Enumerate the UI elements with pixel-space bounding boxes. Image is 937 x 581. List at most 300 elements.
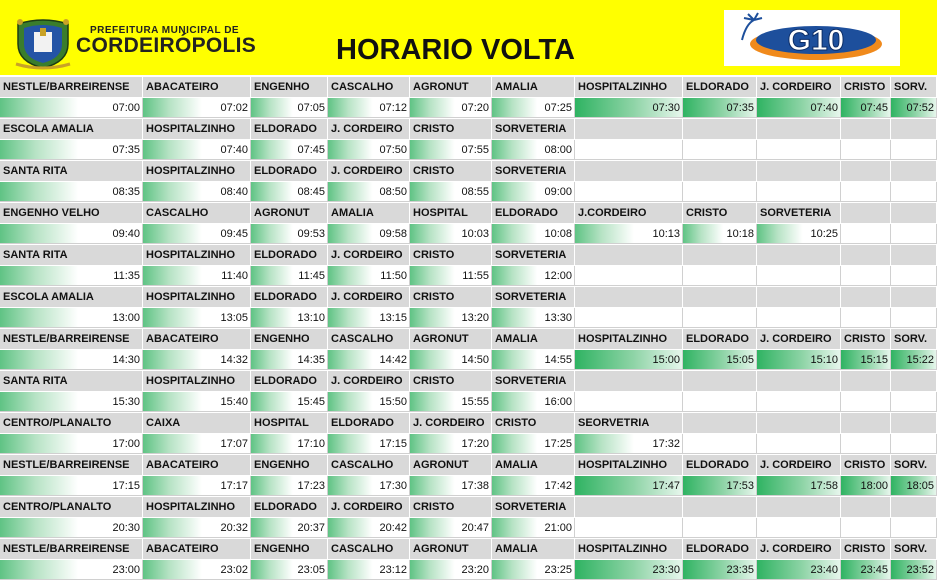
time-cell: [757, 476, 841, 496]
departure-time: 09:58: [379, 228, 407, 240]
stop-name-cell: [410, 497, 492, 517]
stop-name-cell: [757, 539, 841, 559]
stop-name-cell: [0, 497, 143, 517]
departure-time: 17:20: [461, 438, 489, 450]
departure-time: 17:07: [220, 438, 248, 450]
time-cell: [143, 266, 251, 286]
stop-name-cell: [328, 245, 410, 265]
stop-name-cell: [410, 413, 492, 433]
time-row: [0, 98, 937, 118]
stop-name-cell: [143, 77, 251, 97]
departure-time: 07:45: [297, 144, 325, 156]
time-cell: [0, 224, 143, 244]
stop-name: SORV.: [894, 459, 928, 471]
departure-time: 09:45: [220, 228, 248, 240]
empty-label-cell: [841, 119, 891, 139]
stop-name: ELDORADO: [254, 501, 317, 513]
stop-name: HOSPITALZINHO: [578, 333, 668, 345]
stop-name-cell: [410, 329, 492, 349]
time-cell: [410, 182, 492, 202]
empty-label-cell: [683, 161, 757, 181]
time-cell: [410, 560, 492, 580]
empty-time-cell: [575, 140, 683, 160]
time-cell: [328, 434, 410, 454]
empty-label-cell: [757, 119, 841, 139]
stop-name-cell: [0, 161, 143, 181]
time-cell: [492, 560, 575, 580]
stop-name: ABACATEIRO: [146, 81, 219, 93]
stop-name: HOSPITALZINHO: [146, 165, 236, 177]
stop-name: CRISTO: [495, 417, 537, 429]
stop-name-cell: [328, 287, 410, 307]
empty-time-cell: [891, 518, 937, 538]
stop-name: NESTLE/BARREIRENSE: [3, 333, 130, 345]
stop-name-cell: [328, 371, 410, 391]
departure-time: 08:45: [297, 186, 325, 198]
departure-time: 17:47: [652, 480, 680, 492]
city-name: CORDEIRÓPOLIS: [76, 34, 257, 57]
stop-name-cell: [841, 329, 891, 349]
time-cell: [0, 308, 143, 328]
time-row: [0, 266, 937, 286]
stop-name-cell: [328, 329, 410, 349]
stop-name-cell: [757, 77, 841, 97]
stop-name-cell: [410, 539, 492, 559]
stop-name-cell: [143, 413, 251, 433]
departure-time: 17:25: [544, 438, 572, 450]
stop-name: AGRONUT: [254, 207, 310, 219]
departure-time: 15:55: [461, 396, 489, 408]
time-cell: [891, 98, 937, 118]
stop-name-cell: [492, 497, 575, 517]
page-title: HORARIO VOLTA: [336, 34, 575, 66]
stop-name-cell: [0, 119, 143, 139]
stop-label-row: [0, 329, 937, 349]
empty-time-cell: [841, 518, 891, 538]
departure-time: 23:45: [860, 564, 888, 576]
time-cell: [251, 392, 328, 412]
empty-time-cell: [841, 266, 891, 286]
departure-time: 14:42: [379, 354, 407, 366]
stop-name-cell: [251, 497, 328, 517]
stop-name-cell: [143, 455, 251, 475]
time-cell: [683, 98, 757, 118]
stop-name: ENGENHO: [254, 543, 310, 555]
stop-name: HOSPITALZINHO: [578, 459, 668, 471]
departure-time: 10:18: [726, 228, 754, 240]
stop-name: SORVETERIA: [495, 501, 567, 513]
time-row: [0, 308, 937, 328]
stop-name-cell: [251, 539, 328, 559]
departure-time: 23:00: [112, 564, 140, 576]
stop-name: ABACATEIRO: [146, 333, 219, 345]
stop-label-row: [0, 287, 937, 307]
stop-name-cell: [492, 203, 575, 223]
empty-label-cell: [841, 203, 891, 223]
empty-time-cell: [891, 266, 937, 286]
departure-time: 14:35: [297, 354, 325, 366]
stop-name: NESTLE/BARREIRENSE: [3, 543, 130, 555]
stop-name: ABACATEIRO: [146, 459, 219, 471]
empty-label-cell: [891, 203, 937, 223]
stop-name: J. CORDEIRO: [331, 165, 403, 177]
empty-label-cell: [575, 371, 683, 391]
time-cell: [328, 98, 410, 118]
departure-time: 23:35: [726, 564, 754, 576]
time-cell: [328, 392, 410, 412]
time-cell: [251, 140, 328, 160]
empty-time-cell: [891, 140, 937, 160]
departure-time: 17:15: [112, 480, 140, 492]
time-cell: [251, 266, 328, 286]
stop-label-row: [0, 413, 937, 433]
stop-name-cell: [492, 77, 575, 97]
empty-time-cell: [757, 182, 841, 202]
stop-label-row: [0, 77, 937, 97]
time-row: [0, 518, 937, 538]
stop-name: HOSPITALZINHO: [146, 123, 236, 135]
time-cell: [492, 392, 575, 412]
time-row: [0, 476, 937, 496]
time-cell: [251, 476, 328, 496]
empty-time-cell: [757, 140, 841, 160]
departure-time: 11:45: [298, 270, 325, 282]
stop-name: SANTA RITA: [3, 375, 68, 387]
stop-name-cell: [492, 329, 575, 349]
g10-logo: [724, 10, 900, 66]
time-cell: [0, 434, 143, 454]
g10-logo-icon: [724, 10, 900, 66]
stop-label-row: [0, 161, 937, 181]
stop-name: ELDORADO: [686, 543, 749, 555]
time-cell: [251, 434, 328, 454]
stop-name-cell: [492, 119, 575, 139]
departure-time: 23:20: [461, 564, 489, 576]
departure-time: 07:45: [860, 102, 888, 114]
stop-name: CASCALHO: [331, 81, 394, 93]
time-cell: [143, 182, 251, 202]
stop-name: J. CORDEIRO: [331, 123, 403, 135]
stop-name: SANTA RITA: [3, 249, 68, 261]
empty-label-cell: [757, 287, 841, 307]
departure-time: 23:40: [810, 564, 838, 576]
stop-name: SORV.: [894, 543, 928, 555]
stop-name-cell: [328, 455, 410, 475]
time-cell: [410, 392, 492, 412]
departure-time: 07:30: [652, 102, 680, 114]
departure-time: 08:35: [112, 186, 140, 198]
departure-time: 13:05: [220, 312, 248, 324]
stop-name: HOSPITALZINHO: [146, 249, 236, 261]
stop-name: CRISTO: [413, 501, 455, 513]
stop-name: CENTRO/PLANALTO: [3, 417, 112, 429]
empty-time-cell: [575, 182, 683, 202]
stop-name-cell: [683, 77, 757, 97]
time-cell: [143, 476, 251, 496]
stop-name-cell: [251, 203, 328, 223]
stop-name-cell: [251, 413, 328, 433]
stop-name-cell: [0, 203, 143, 223]
departure-time: 07:25: [544, 102, 572, 114]
time-cell: [0, 266, 143, 286]
empty-time-cell: [891, 308, 937, 328]
stop-name: J. CORDEIRO: [760, 459, 832, 471]
time-cell: [492, 518, 575, 538]
time-cell: [492, 98, 575, 118]
stop-label-row: [0, 539, 937, 559]
stop-name-cell: [0, 371, 143, 391]
time-cell: [143, 308, 251, 328]
stop-name: CRISTO: [844, 333, 886, 345]
stop-name: J. CORDEIRO: [331, 291, 403, 303]
stop-name-cell: [683, 539, 757, 559]
stop-name-cell: [841, 455, 891, 475]
departure-time: 15:30: [112, 396, 140, 408]
municipal-crest-icon: [12, 14, 74, 70]
time-cell: [575, 98, 683, 118]
stop-name: ELDORADO: [254, 375, 317, 387]
stop-name-cell: [757, 329, 841, 349]
stop-name: HOSPITALZINHO: [578, 81, 668, 93]
departure-time: 08:40: [220, 186, 248, 198]
stop-name-cell: [575, 413, 683, 433]
stop-name-cell: [492, 539, 575, 559]
stop-name-cell: [575, 329, 683, 349]
departure-time: 17:32: [652, 438, 680, 450]
stop-name-cell: [143, 497, 251, 517]
stop-name-cell: [410, 245, 492, 265]
time-cell: [251, 560, 328, 580]
stop-name: ENGENHO: [254, 333, 310, 345]
time-cell: [492, 182, 575, 202]
departure-time: 15:15: [860, 354, 888, 366]
departure-time: 07:40: [220, 144, 248, 156]
departure-time: 08:00: [544, 144, 572, 156]
stop-name: J. CORDEIRO: [331, 501, 403, 513]
stop-name: AMALIA: [495, 333, 538, 345]
departure-time: 16:00: [544, 396, 572, 408]
empty-label-cell: [841, 245, 891, 265]
stop-name-cell: [492, 455, 575, 475]
stop-name-cell: [251, 77, 328, 97]
stop-name: ELDORADO: [254, 249, 317, 261]
stop-name-cell: [492, 287, 575, 307]
stop-name: AGRONUT: [413, 333, 469, 345]
time-row: [0, 434, 937, 454]
stop-name: AGRONUT: [413, 543, 469, 555]
stop-name-cell: [143, 161, 251, 181]
stop-name: HOSPITALZINHO: [146, 375, 236, 387]
time-cell: [251, 308, 328, 328]
empty-time-cell: [575, 308, 683, 328]
stop-name-cell: [841, 77, 891, 97]
stop-name-cell: [0, 329, 143, 349]
departure-time: 07:35: [726, 102, 754, 114]
empty-label-cell: [891, 371, 937, 391]
time-cell: [575, 434, 683, 454]
departure-time: 11:55: [462, 270, 489, 282]
stop-name: J. CORDEIRO: [413, 417, 485, 429]
stop-name: SORV.: [894, 81, 928, 93]
empty-time-cell: [891, 392, 937, 412]
time-cell: [757, 98, 841, 118]
stop-name-cell: [891, 77, 937, 97]
empty-label-cell: [757, 497, 841, 517]
stop-name: AMALIA: [495, 543, 538, 555]
departure-time: 17:30: [379, 480, 407, 492]
stop-name-cell: [143, 329, 251, 349]
departure-time: 20:42: [379, 522, 407, 534]
stop-name: J. CORDEIRO: [331, 249, 403, 261]
stop-name-cell: [143, 371, 251, 391]
empty-label-cell: [757, 161, 841, 181]
departure-time: 07:00: [112, 102, 140, 114]
time-cell: [757, 350, 841, 370]
time-cell: [891, 560, 937, 580]
empty-time-cell: [757, 518, 841, 538]
stop-name: CRISTO: [844, 81, 886, 93]
stop-name-cell: [575, 203, 683, 223]
stop-name: J. CORDEIRO: [331, 375, 403, 387]
time-cell: [143, 392, 251, 412]
departure-time: 13:15: [379, 312, 407, 324]
stop-name-cell: [410, 161, 492, 181]
time-cell: [0, 392, 143, 412]
time-cell: [492, 224, 575, 244]
stop-name: HOSPITAL: [254, 417, 309, 429]
empty-label-cell: [683, 371, 757, 391]
stop-name: AGRONUT: [413, 459, 469, 471]
stop-name: CASCALHO: [146, 207, 209, 219]
empty-time-cell: [683, 518, 757, 538]
departure-time: 18:00: [860, 480, 888, 492]
stop-name-cell: [328, 203, 410, 223]
empty-time-cell: [757, 392, 841, 412]
departure-time: 15:50: [379, 396, 407, 408]
empty-label-cell: [757, 245, 841, 265]
stop-name: AMALIA: [331, 207, 374, 219]
stop-name: CRISTO: [844, 543, 886, 555]
stop-name: ENGENHO: [254, 81, 310, 93]
stop-name: CASCALHO: [331, 333, 394, 345]
time-cell: [0, 350, 143, 370]
time-cell: [328, 266, 410, 286]
time-cell: [492, 266, 575, 286]
stop-name-cell: [251, 119, 328, 139]
stop-name: SORVETERIA: [495, 249, 567, 261]
empty-label-cell: [891, 287, 937, 307]
stop-name-cell: [143, 245, 251, 265]
time-cell: [575, 224, 683, 244]
stop-name: SEORVETRIA: [578, 417, 650, 429]
departure-time: 13:30: [544, 312, 572, 324]
time-cell: [0, 476, 143, 496]
empty-time-cell: [683, 434, 757, 454]
empty-time-cell: [841, 182, 891, 202]
empty-time-cell: [575, 266, 683, 286]
time-cell: [143, 560, 251, 580]
stop-name: J. CORDEIRO: [760, 333, 832, 345]
empty-time-cell: [683, 392, 757, 412]
time-cell: [328, 518, 410, 538]
time-cell: [410, 140, 492, 160]
departure-time: 14:30: [112, 354, 140, 366]
time-cell: [757, 224, 841, 244]
stop-label-row: [0, 455, 937, 475]
stop-name: CRISTO: [844, 459, 886, 471]
empty-label-cell: [575, 161, 683, 181]
departure-time: 23:05: [297, 564, 325, 576]
time-row: [0, 392, 937, 412]
time-cell: [328, 182, 410, 202]
empty-label-cell: [891, 413, 937, 433]
departure-time: 09:00: [544, 186, 572, 198]
stop-name-cell: [0, 287, 143, 307]
time-cell: [683, 350, 757, 370]
stop-name-cell: [0, 245, 143, 265]
empty-time-cell: [841, 224, 891, 244]
empty-label-cell: [841, 371, 891, 391]
stop-name: ELDORADO: [495, 207, 558, 219]
stop-name: CRISTO: [413, 375, 455, 387]
time-cell: [0, 140, 143, 160]
stop-name-cell: [683, 455, 757, 475]
stop-name-cell: [251, 287, 328, 307]
stop-name: ESCOLA AMALIA: [3, 123, 94, 135]
stop-name-cell: [410, 287, 492, 307]
stop-name-cell: [492, 413, 575, 433]
stop-name: HOSPITALZINHO: [146, 291, 236, 303]
empty-time-cell: [575, 392, 683, 412]
stop-name: ELDORADO: [686, 459, 749, 471]
empty-label-cell: [575, 287, 683, 307]
time-cell: [251, 224, 328, 244]
empty-time-cell: [757, 434, 841, 454]
departure-time: 09:40: [112, 228, 140, 240]
time-cell: [143, 224, 251, 244]
g10-logo-text: G10: [787, 24, 845, 57]
time-cell: [328, 476, 410, 496]
stop-name: ENGENHO: [254, 459, 310, 471]
stop-name: ELDORADO: [254, 291, 317, 303]
stop-name: CRISTO: [686, 207, 728, 219]
empty-label-cell: [891, 119, 937, 139]
empty-label-cell: [683, 245, 757, 265]
stop-name: SORVETERIA: [495, 165, 567, 177]
time-cell: [251, 98, 328, 118]
departure-time: 15:22: [906, 354, 934, 366]
stop-name: SORV.: [894, 333, 928, 345]
stop-name: SORVETERIA: [495, 291, 567, 303]
time-cell: [410, 434, 492, 454]
stop-name: ELDORADO: [254, 123, 317, 135]
empty-time-cell: [683, 140, 757, 160]
empty-time-cell: [757, 266, 841, 286]
stop-name-cell: [683, 329, 757, 349]
time-cell: [328, 140, 410, 160]
time-cell: [0, 182, 143, 202]
stop-name: ELDORADO: [686, 333, 749, 345]
departure-time: 17:00: [112, 438, 140, 450]
stop-name-cell: [0, 77, 143, 97]
empty-label-cell: [683, 119, 757, 139]
departure-time: 10:13: [652, 228, 680, 240]
departure-time: 13:20: [461, 312, 489, 324]
departure-time: 23:02: [220, 564, 248, 576]
stop-name-cell: [251, 455, 328, 475]
time-cell: [410, 308, 492, 328]
departure-time: 23:30: [652, 564, 680, 576]
